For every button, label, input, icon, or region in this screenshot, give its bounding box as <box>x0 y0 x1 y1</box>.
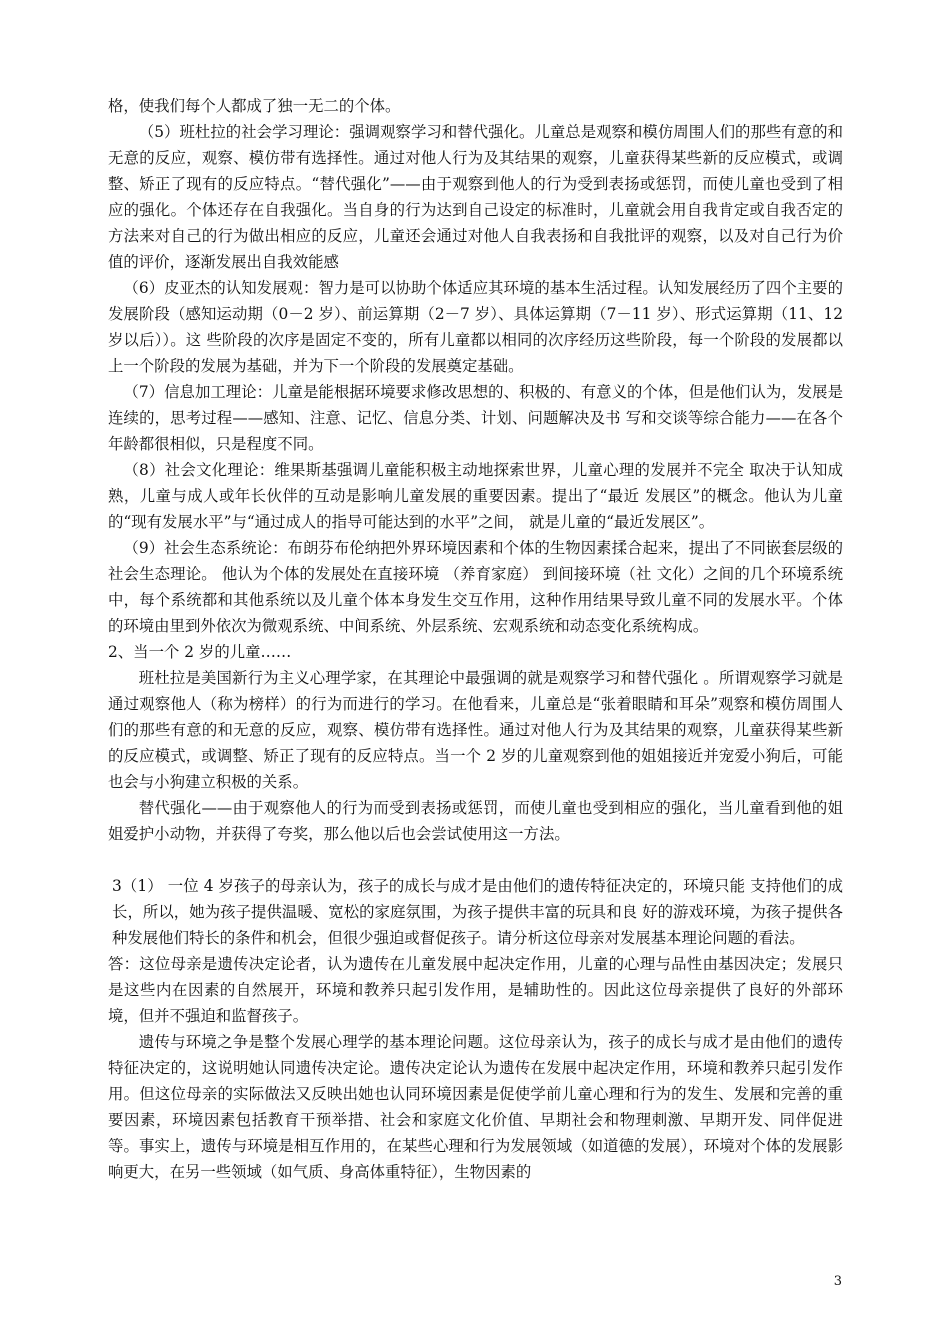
paragraph-piaget-theory: （6）皮亚杰的认知发展观：智力是可以协助个体适应其环境的基本生活过程。认知发展经历了四个主要的发展阶段（感知运动期（0－2 岁）、前运算期（2－7 岁）、具体运算期（7－11 岁）、形式运算期（11、12 岁以后））。这 些阶段的次序是固定不变的，所有儿童都以相同的次序经历这些阶段，每一个阶段的发展都以上一个阶段的发展为基础，并为下一个阶段的发展奠定基础。 <box>108 279 843 375</box>
paragraph-continuation: 格，使我们每个人都成了独一无二的个体。 <box>108 97 401 115</box>
paragraph-vicarious-reinforcement: 替代强化——由于观察他人的行为而受到表扬或惩罚，而使儿童也受到相应的强化，当儿童看到他的姐姐爱护小动物，并获得了夸奖，那么他以后也会尝试使用这一方法。 <box>108 799 843 843</box>
paragraph-gap <box>108 847 843 873</box>
paragraph-information-processing: （7）信息加工理论：儿童是能根据环境要求修改思想的、积极的、有意义的个体，但是他们认为，发展是连续的，思考过程——感知、注意、记忆、信息分类、计划、问题解决及书 写和交谈等综合能力——在各个年龄都很相似，只是程度不同。 <box>108 383 843 453</box>
question-2-heading: 2、当一个 2 岁的儿童…… <box>108 643 292 661</box>
paragraph-heredity-environment: 遗传与环境之争是整个发展心理学的基本理论问题。这位母亲认为，孩子的成长与成才是由他们的遗传特征决定的，这说明她认同遗传决定论。遗传决定论认为遗传在发展中起决定作用，环境和教养只起引发作用。但这位母亲的实际做法又反映出她也认同环境因素是促使学前儿童心理和行为的发生、发展和完善的重要因素，环境因素包括教育干预举措、社会和家庭文化价值、早期社会和物理刺激、早期开发、同伴促进等。事实上，遗传与环境是相互作用的，在某些心理和行为发展领域（如道德的发展），环境对个体的发展影响更大，在另一些领域（如气质、身高体重特征），生物因素的 <box>108 1033 843 1181</box>
paragraph-ecological-systems: （9）社会生态系统论：布朗芬布伦纳把外界环境因素和个体的生物因素揉合起来，提出了不同嵌套层级的社会生态理论。 他认为个体的发展处在直接环境 （养育家庭） 到间接环境（社 文化）之间的几个环境系统中，每个系统都和其他系统以及儿童个体本身发生交互作用，这种作用结果导致儿童不同的发展水平。个体的环境由里到外依次为微观系统、中间系统、外层系统、宏观系统和动态变化系统构成。 <box>108 539 843 635</box>
paragraph-bandura-theory: （5）班杜拉的社会学习理论：强调观察学习和替代强化。儿童总是观察和模仿周围人们的那些有意的和无意的反应，观察、模仿带有选择性。通过对他人行为及其结果的观察，儿童获得某些新的反应模式，或调整、矫正了现有的反应特点。“替代强化”——由于观察到他人的行为受到表扬或惩罚，而使儿童也受到了相应的强化。个体还存在自我强化。当自身的行为达到自己设定的标准时，儿童就会用自我肯定或自我否定的方法来对自己的行为做出相应的反应，儿童还会通过对他人自我表扬和自我批评的观察，以及对自己行为价值的评价，逐渐发展出自我效能感 <box>108 123 843 271</box>
document-page <box>108 93 843 1185</box>
answer-paragraph: 答：这位母亲是遗传决定论者，认为遗传在儿童发展中起决定作用，儿童的心理与品性由基因决定；发展只是这些内在因素的自然展开，环境和教养只起引发作用，是辅助性的。因此这位母亲提供了良好的外部环境，但并不强迫和监督孩子。 <box>108 955 843 1025</box>
paragraph-sociocultural-theory: （8）社会文化理论：维果斯基强调儿童能积极主动地探索世界，儿童心理的发展并不完全 取决于认知成熟，儿童与成人或年长伙伴的互动是影响儿童发展的重要因素。提出了“最近 发展区”的概念。他认为儿童的“现有发展水平”与“通过成人的指导可能达到的水平”之间， 就是儿童的“最近发展区”。 <box>108 461 843 531</box>
question-3-prompt: 3（1） 一位 4 岁孩子的母亲认为，孩子的成长与成才是由他们的遗传特征决定的，环境只能 支持他们的成长，所以，她为孩子提供温暖、宽松的家庭氛围，为孩子提供丰富的玩具和良 好的游戏环境，为孩子提供各种发展他们特长的条件和机会，但很少强迫或督促孩子。请分析这位母亲对发展基本理论问题的看法。 <box>112 877 843 947</box>
paragraph-observational-learning: 班杜拉是美国新行为主义心理学家，在其理论中最强调的就是观察学习和替代强化 。所谓观察学习就是通过观察他人（称为榜样）的行为而进行的学习。在他看来，儿童总是“张着眼睛和耳朵”观察和模仿周围人们的那些有意的和无意的反应，观察、模仿带有选择性。通过对他人行为及其结果的观察，儿童获得某些新的反应模式，或调整、矫正了现有的反应特点。当一个 2 岁的儿童观察到他的姐姐接近并宠爱小狗后，可能也会与小狗建立积极的关系。 <box>108 669 843 791</box>
page-number: 3 <box>833 1274 842 1289</box>
